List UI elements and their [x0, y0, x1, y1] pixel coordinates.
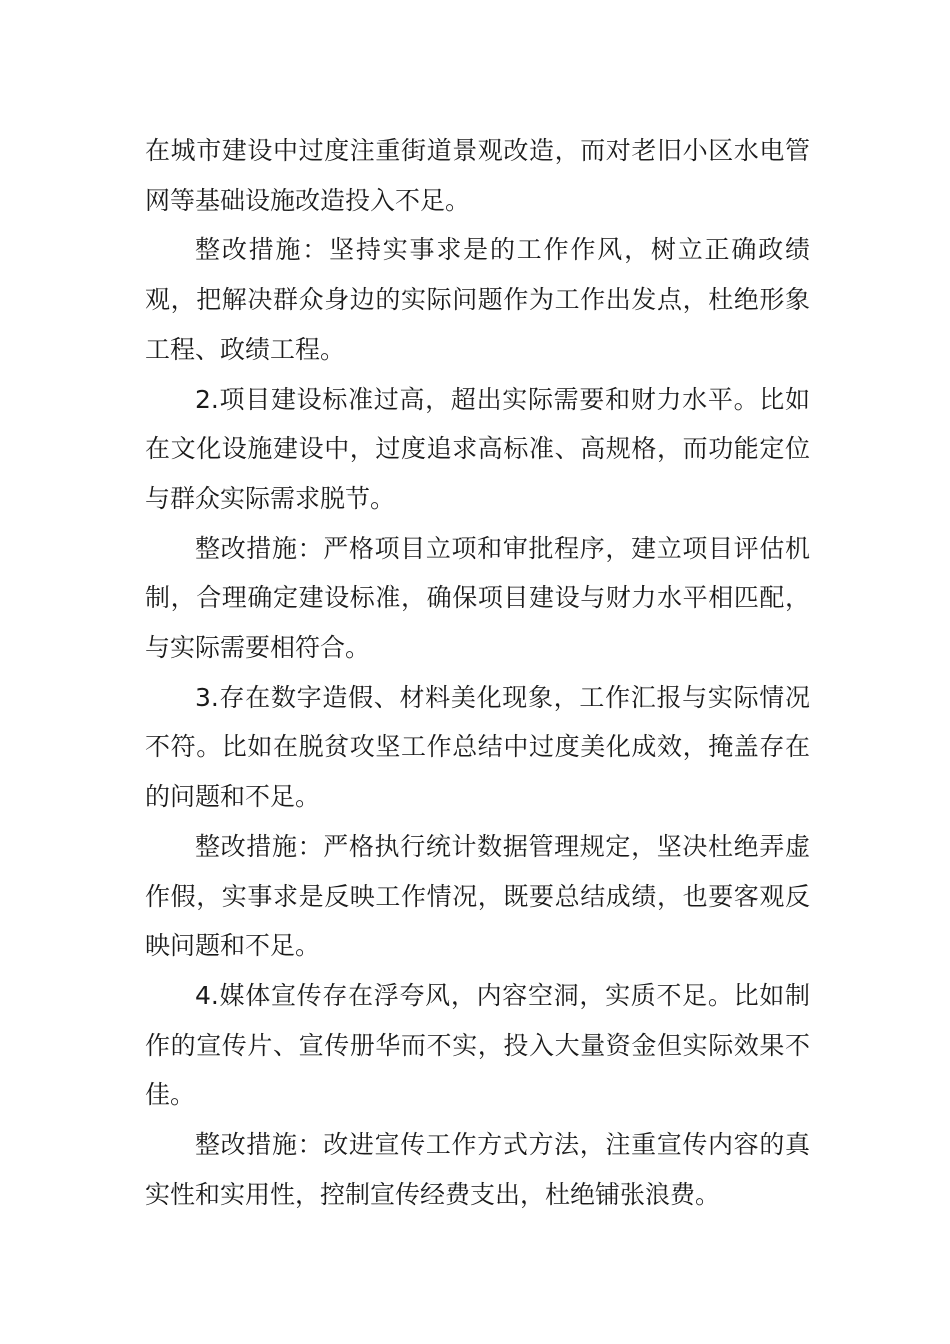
paragraph-continuation: 在城市建设中过度注重街道景观改造，而对老旧小区水电管网等基础设施改造投入不足。 — [145, 136, 810, 215]
paragraph-measure-3: 整改措施：严格执行统计数据管理规定，坚决杜绝弄虚作假，实事求是反映工作情况，既要总结成绩，也要客观反映问题和不足。 — [145, 831, 810, 961]
paragraph-issue-2: 2.项目建设标准过高，超出实际需要和财力水平。比如在文化设施建设中，过度追求高标准、高规格，而功能定位与群众实际需求脱节。 — [145, 384, 810, 513]
paragraph-measure-2: 整改措施：严格项目立项和审批程序，建立项目评估机制，合理确定建设标准，确保项目建设与财力水平相匹配，与实际需要相符合。 — [145, 533, 810, 663]
paragraph-issue-4: 4.媒体宣传存在浮夸风，内容空洞，实质不足。比如制作的宣传片、宣传册华而不实，投入大量资金但实际效果不佳。 — [145, 980, 810, 1110]
paragraph-measure-1: 整改措施：坚持实事求是的工作作风，树立正确政绩观，把解决群众身边的实际问题作为工作出发点，杜绝形象工程、政绩工程。 — [145, 235, 810, 364]
document-body — [145, 126, 810, 1219]
paragraph-measure-4: 整改措施：改进宣传工作方式方法，注重宣传内容的真实性和实用性，控制宣传经费支出，杜绝铺张浪费。 — [145, 1130, 810, 1209]
paragraph-issue-3: 3.存在数字造假、材料美化现象，工作汇报与实际情况不符。比如在脱贫攻坚工作总结中过度美化成效，掩盖存在的问题和不足。 — [145, 682, 810, 812]
